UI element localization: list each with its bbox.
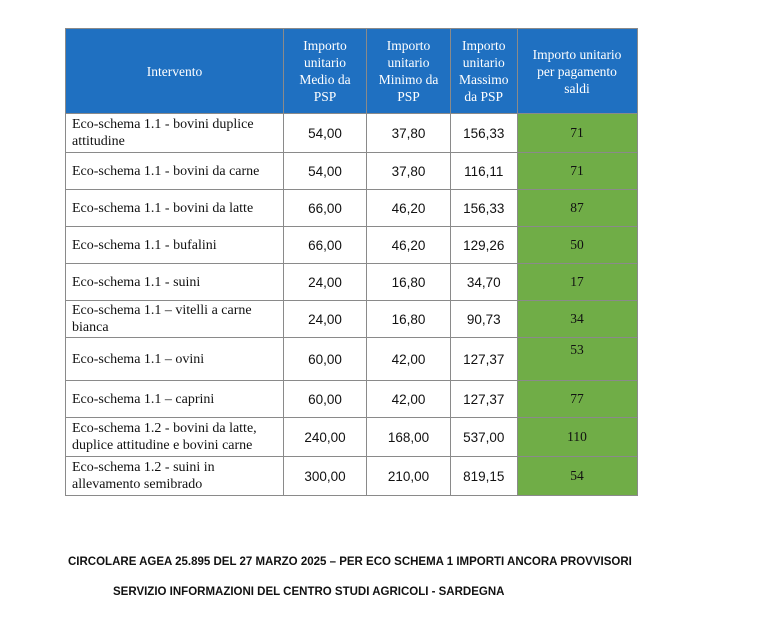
header-saldi: Importo unitario per pagamento saldi xyxy=(517,29,637,114)
cell-massimo: 34,70 xyxy=(451,264,518,301)
header-minimo: Importo unitario Minimo da PSP xyxy=(367,29,451,114)
table-row xyxy=(66,190,638,227)
cell-intervento: Eco-schema 1.1 – ovini xyxy=(66,338,284,381)
table-row xyxy=(66,381,638,418)
cell-massimo: 116,11 xyxy=(451,153,518,190)
cell-saldi: 54 xyxy=(517,457,637,496)
cell-minimo: 46,20 xyxy=(367,227,451,264)
cell-saldi: 110 xyxy=(517,418,637,457)
table-row xyxy=(66,457,638,496)
cell-intervento: Eco-schema 1.1 - suini xyxy=(66,264,284,301)
table-row xyxy=(66,227,638,264)
table-row xyxy=(66,264,638,301)
cell-medio: 66,00 xyxy=(284,190,367,227)
cell-minimo: 37,80 xyxy=(367,153,451,190)
header-medio: Importo unitario Medio da PSP xyxy=(284,29,367,114)
cell-intervento: Eco-schema 1.2 - suini in allevamento semibrado xyxy=(66,457,284,496)
header-intervento: Intervento xyxy=(66,29,284,114)
source-caption: SERVIZIO INFORMAZIONI DEL CENTRO STUDI AGRICOLI - SARDEGNA xyxy=(113,586,505,598)
cell-minimo: 16,80 xyxy=(367,264,451,301)
cell-medio: 54,00 xyxy=(284,114,367,153)
cell-massimo: 129,26 xyxy=(451,227,518,264)
table-row xyxy=(66,301,638,338)
header-row xyxy=(66,29,638,114)
cell-intervento: Eco-schema 1.1 - bovini da carne xyxy=(66,153,284,190)
table-row xyxy=(66,153,638,190)
cell-saldi: 71 xyxy=(517,114,637,153)
cell-massimo: 819,15 xyxy=(451,457,518,496)
cell-intervento: Eco-schema 1.2 - bovini da latte, duplice attitudine e bovini carne xyxy=(66,418,284,457)
cell-saldi: 71 xyxy=(517,153,637,190)
cell-minimo: 46,20 xyxy=(367,190,451,227)
cell-saldi: 34 xyxy=(517,301,637,338)
circular-caption: CIRCOLARE AGEA 25.895 DEL 27 MARZO 2025 – PER ECO SCHEMA 1 IMPORTI ANCORA PROVVISORI xyxy=(68,556,632,568)
cell-medio: 300,00 xyxy=(284,457,367,496)
cell-intervento: Eco-schema 1.1 - bovini da latte xyxy=(66,190,284,227)
table-row xyxy=(66,114,638,153)
cell-massimo: 537,00 xyxy=(451,418,518,457)
cell-massimo: 156,33 xyxy=(451,190,518,227)
table-row xyxy=(66,338,638,381)
cell-minimo: 210,00 xyxy=(367,457,451,496)
cell-massimo: 156,33 xyxy=(451,114,518,153)
header-massimo: Importo unitario Massimo da PSP xyxy=(451,29,518,114)
cell-minimo: 168,00 xyxy=(367,418,451,457)
cell-intervento: Eco-schema 1.1 – caprini xyxy=(66,381,284,418)
cell-saldi: 53 xyxy=(517,338,637,381)
cell-massimo: 127,37 xyxy=(451,381,518,418)
cell-minimo: 42,00 xyxy=(367,338,451,381)
cell-medio: 60,00 xyxy=(284,338,367,381)
cell-intervento: Eco-schema 1.1 - bovini duplice attitudine xyxy=(66,114,284,153)
cell-medio: 54,00 xyxy=(284,153,367,190)
cell-medio: 60,00 xyxy=(284,381,367,418)
cell-saldi: 50 xyxy=(517,227,637,264)
cell-medio: 24,00 xyxy=(284,264,367,301)
table-row xyxy=(66,418,638,457)
cell-intervento: Eco-schema 1.1 - bufalini xyxy=(66,227,284,264)
cell-saldi: 87 xyxy=(517,190,637,227)
cell-medio: 24,00 xyxy=(284,301,367,338)
cell-saldi: 17 xyxy=(517,264,637,301)
cell-massimo: 90,73 xyxy=(451,301,518,338)
cell-minimo: 37,80 xyxy=(367,114,451,153)
cell-intervento: Eco-schema 1.1 – vitelli a carne bianca xyxy=(66,301,284,338)
cell-minimo: 16,80 xyxy=(367,301,451,338)
cell-saldi: 77 xyxy=(517,381,637,418)
cell-medio: 240,00 xyxy=(284,418,367,457)
cell-massimo: 127,37 xyxy=(451,338,518,381)
cell-medio: 66,00 xyxy=(284,227,367,264)
payments-table xyxy=(65,28,638,496)
cell-minimo: 42,00 xyxy=(367,381,451,418)
